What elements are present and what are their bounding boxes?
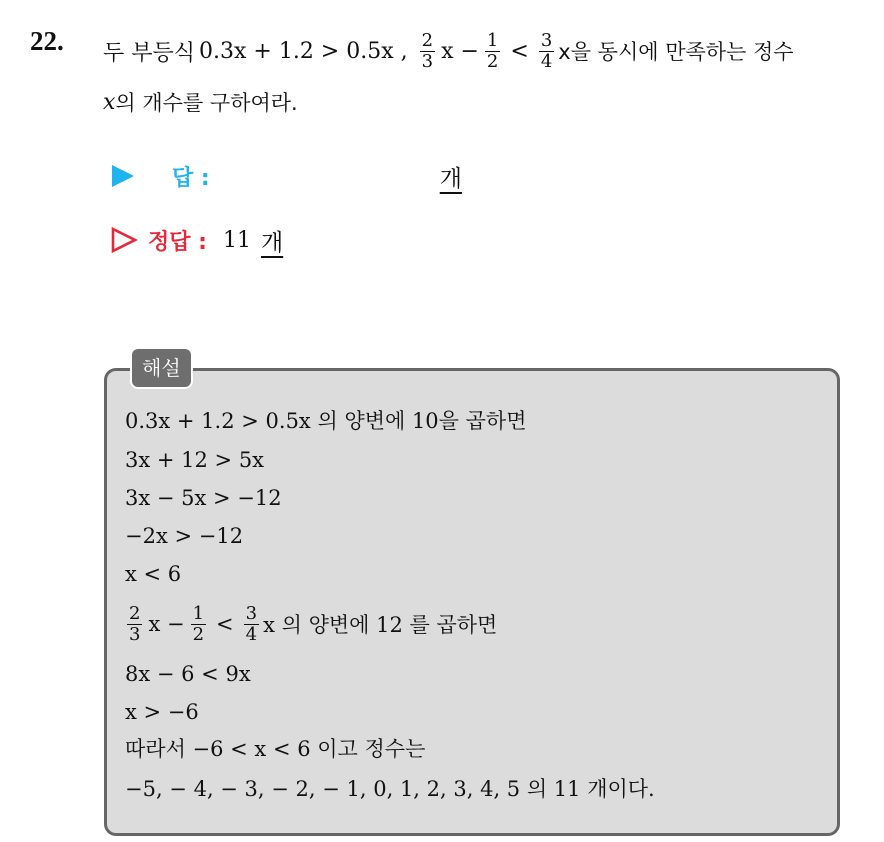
outline-arrow-icon [110, 226, 138, 254]
fraction-3-4 [244, 602, 259, 645]
problem-line-1 [103, 30, 794, 72]
problem-prefix: 두 부등식 [103, 40, 196, 66]
fraction-1-2 [485, 29, 500, 72]
solution-line: x > −6 [125, 700, 199, 724]
minus-term: x − [148, 612, 185, 636]
fraction-numerator: 2 [129, 602, 141, 624]
solution-line: −2x > −12 [125, 524, 244, 548]
problem-line-2-text: 의 개수를 구하여라. [115, 91, 298, 115]
fraction-numerator: 3 [245, 602, 258, 624]
fraction-2-3 [127, 602, 142, 645]
correct-answer-row [110, 220, 283, 260]
fraction-numerator: 1 [192, 602, 205, 624]
fraction-denominator: 2 [486, 50, 499, 72]
fraction-line-suffix: x 의 양변에 12 를 곱하면 [263, 613, 498, 637]
fraction-3-4 [539, 29, 554, 72]
fraction-2-3 [420, 29, 435, 72]
correct-answer-value: 11 [222, 227, 251, 253]
answer-label: 답 : [172, 165, 210, 191]
correct-answer-label: 정답 : [148, 229, 207, 255]
variable-x: x [103, 89, 116, 115]
solution-line: 3x − 5x > −12 [125, 486, 282, 510]
solution-line: x < 6 [125, 562, 182, 586]
fraction-denominator: 4 [245, 623, 258, 645]
problem-number: 22. [30, 26, 64, 56]
problem-suffix: x을 동시에 만족하는 정수 [558, 40, 794, 64]
fraction-denominator: 3 [421, 50, 434, 72]
fraction-denominator: 2 [192, 623, 205, 645]
fraction-numerator: 1 [486, 29, 499, 51]
solution-line: −5, − 4, − 3, − 2, − 1, 0, 1, 2, 3, 4, 5 의 11 개이다. [125, 777, 655, 801]
less-than: < [216, 612, 234, 636]
solution-tag: 해설 [130, 347, 193, 389]
fraction-denominator: 3 [129, 623, 141, 645]
solution-line: 8x − 6 < 9x [125, 662, 251, 686]
solution-fraction-line [125, 596, 497, 652]
fraction-numerator: 2 [421, 29, 434, 51]
answer-input[interactable] [210, 161, 440, 191]
fraction-numerator: 3 [540, 29, 553, 51]
fraction-denominator: 4 [540, 50, 553, 72]
solution-line: 0.3x + 1.2 > 0.5x 의 양변에 10을 곱하면 [125, 409, 527, 433]
inequality-1: 0.3x + 1.2 > 0.5x , [199, 38, 408, 64]
answer-row [110, 156, 462, 196]
answer-unit: 개 [439, 165, 462, 192]
fraction-1-2 [191, 602, 206, 645]
play-arrow-icon [110, 162, 136, 190]
less-than: < [510, 38, 529, 64]
correct-answer-unit: 개 [260, 229, 284, 256]
solution-line: 따라서 −6 < x < 6 이고 정수는 [125, 737, 426, 761]
solution-line: 3x + 12 > 5x [125, 448, 265, 472]
problem-line-2 [103, 86, 298, 118]
minus-term: x − [441, 38, 479, 64]
